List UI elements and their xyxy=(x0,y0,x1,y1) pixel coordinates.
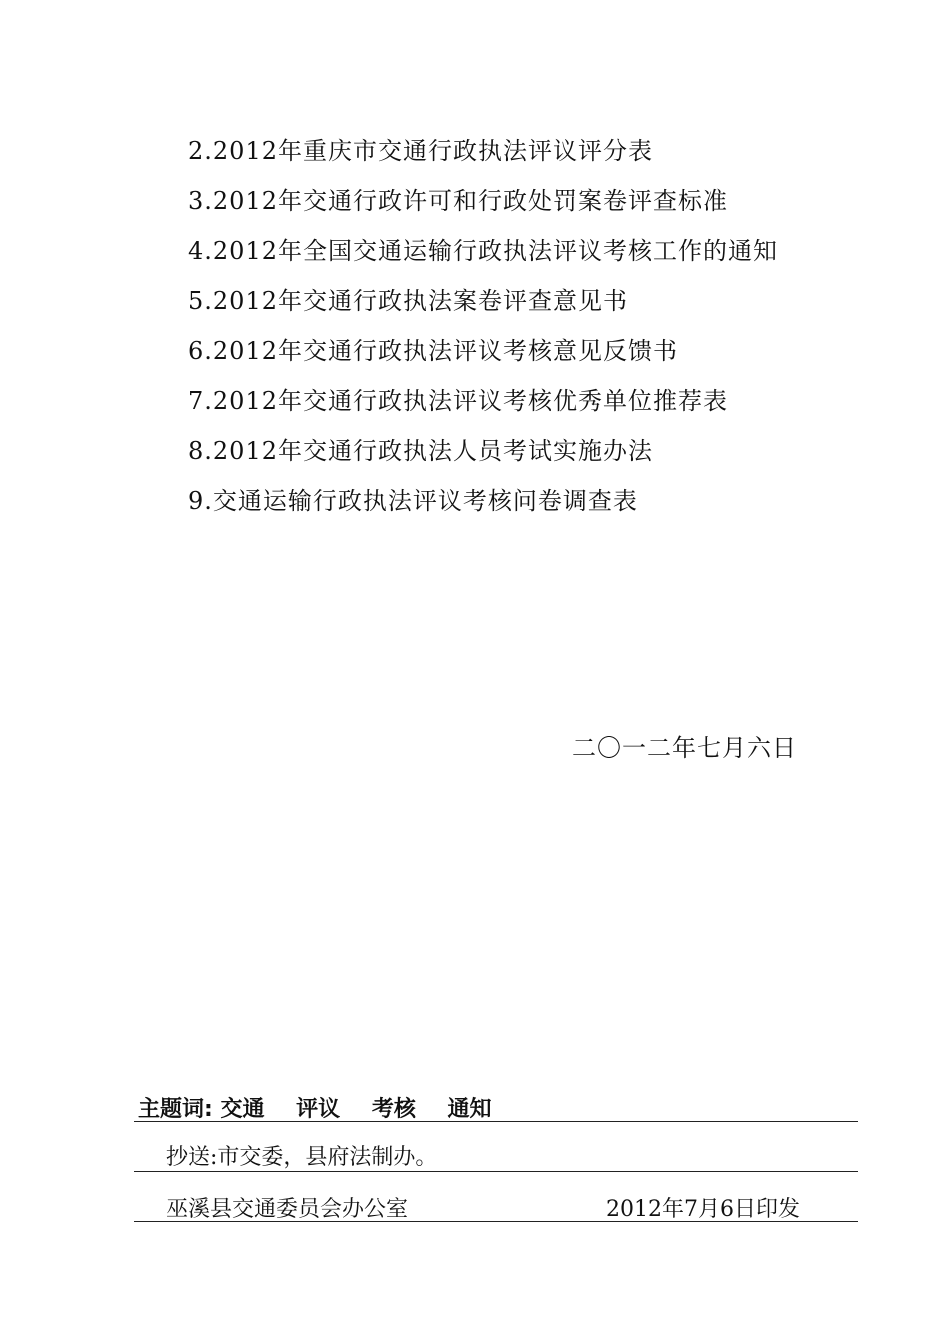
signature-date: 二〇一二年七月六日 xyxy=(572,734,797,762)
cc-label: 抄送: xyxy=(166,1145,218,1170)
attachment-item: 2.2012年重庆市交通行政执法评议评分表 xyxy=(188,137,653,165)
subject-label: 主题词: xyxy=(138,1097,213,1122)
cc-recipients: 市交委，县府法制办。 xyxy=(217,1145,438,1170)
divider xyxy=(134,1221,858,1222)
subject-keyword: 考核 xyxy=(371,1097,416,1122)
attachment-item: 5.2012年交通行政执法案卷评查意见书 xyxy=(188,287,628,315)
cc-line xyxy=(166,1140,437,1171)
subject-keywords-line xyxy=(138,1092,516,1123)
issuer: 巫溪县交通委员会办公室 xyxy=(166,1197,409,1222)
attachment-item: 3.2012年交通行政许可和行政处罚案卷评查标准 xyxy=(188,187,728,215)
subject-keyword: 评议 xyxy=(296,1097,341,1122)
attachment-item: 7.2012年交通行政执法评议考核优秀单位推荐表 xyxy=(188,387,728,415)
attachment-item: 9.交通运输行政执法评议考核问卷调查表 xyxy=(188,487,638,515)
attachment-item: 6.2012年交通行政执法评议考核意见反馈书 xyxy=(188,337,678,365)
print-date: 2012年7月6日印发 xyxy=(606,1197,800,1222)
attachment-item: 4.2012年全国交通运输行政执法评议考核工作的通知 xyxy=(188,237,778,265)
divider xyxy=(134,1171,858,1172)
attachment-list xyxy=(188,132,778,532)
subject-keyword: 通知 xyxy=(447,1097,492,1122)
divider xyxy=(134,1121,858,1122)
subject-keyword: 交通 xyxy=(220,1097,265,1122)
attachment-item: 8.2012年交通行政执法人员考试实施办法 xyxy=(188,437,653,465)
